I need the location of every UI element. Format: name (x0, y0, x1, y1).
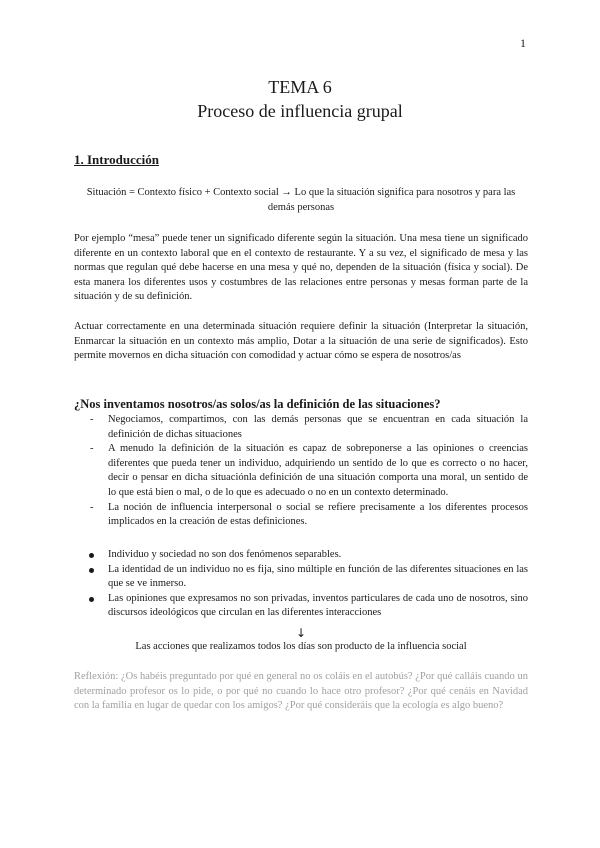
list-item: - Negociamos, compartimos, con las demás personas que se encuentran en cada situación la definición de dichas situaciones (74, 413, 528, 442)
bullet-list (74, 548, 528, 621)
list-item: - La noción de influencia interpersonal o social se refiere precisamente a los diferentes procesos implicados en la creación de estas definiciones. (74, 501, 528, 530)
reflection-text: Reflexión: ¿Os habéis preguntado por qué en general no os coláis en el autobús? ¿Por qué calláis cuando un determinado profesor os lo pide, o por qué no cuando lo hace otro profesor? ¿Por qué cenáis en Navidad con la familia en lugar de quedar con los amigos? ¿Por qué consideráis que la ecología es algo bueno? (74, 671, 528, 712)
paragraph-define-situation: Actuar correctamente en una determinada situación requiere definir la situación (Interpretar la situación, Enmarcar la situación en un contexto más amplio, Dotar a la situación de una serie de significados). Esto permite movernos en dicha situación con comodidad y actuar cómo se espera de nosotros/as (74, 321, 528, 362)
section-heading-introduccion: 1. Introducción (74, 152, 159, 167)
paragraph-mesa-example: Por ejemplo “mesa” puede tener un significado diferente según la situación. Una mesa tiene un significado diferente en un contexto laboral que en el contexto de restaurante. Y a su vez, el significado de mesa y las normas que regulan qué debe hacerse en una mesa y qué no, dependen de la situación (física y social). De esta manera los diferentes usos y costumbres de las relaciones entre personas y mesas forman parte de la situación y de su definición. (74, 233, 528, 303)
arrow-down-icon: ↓ (296, 626, 307, 640)
title-line-2: Proceso de influencia grupal (197, 101, 403, 121)
subsection-heading: ¿Nos inventamos nosotros/as solos/as la definición de las situaciones? (74, 397, 441, 411)
title-line-1: TEMA 6 (268, 77, 332, 97)
list-item: La identidad de un individuo no es fija, sino múltiple en función de las diferentes situaciones en las que se ve inmerso. (74, 563, 528, 592)
list-item: Individuo y sociedad no son dos fenómenos separables. (74, 548, 528, 563)
situation-formula: Situación = Contexto físico + Contexto social → Lo que la situación significa para nosotros y para las demás personas (86, 187, 516, 213)
list-item: Las opiniones que expresamos no son privadas, inventos particulares de cada uno de nosotros, sino discursos ideológicos que circulan en las diferentes interacciones (74, 592, 528, 621)
dash-list (74, 413, 528, 530)
page-number: 1 (520, 36, 526, 50)
conclusion-text: Las acciones que realizamos todos los días son producto de la influencia social (135, 641, 467, 652)
document-title (0, 76, 600, 124)
list-item: - A menudo la definición de la situación es capaz de sobreponerse a las opiniones o creencias diferentes que pueda tener un individuo, adquiriendo un sentido de lo que es correcto o no hacer, decir o pensar en dicha situaciónla definición de una situación comporta una moral, un sentido de lo que está bien o mal, o de lo que es adecuado o no en un contexto determinado. (74, 442, 528, 500)
